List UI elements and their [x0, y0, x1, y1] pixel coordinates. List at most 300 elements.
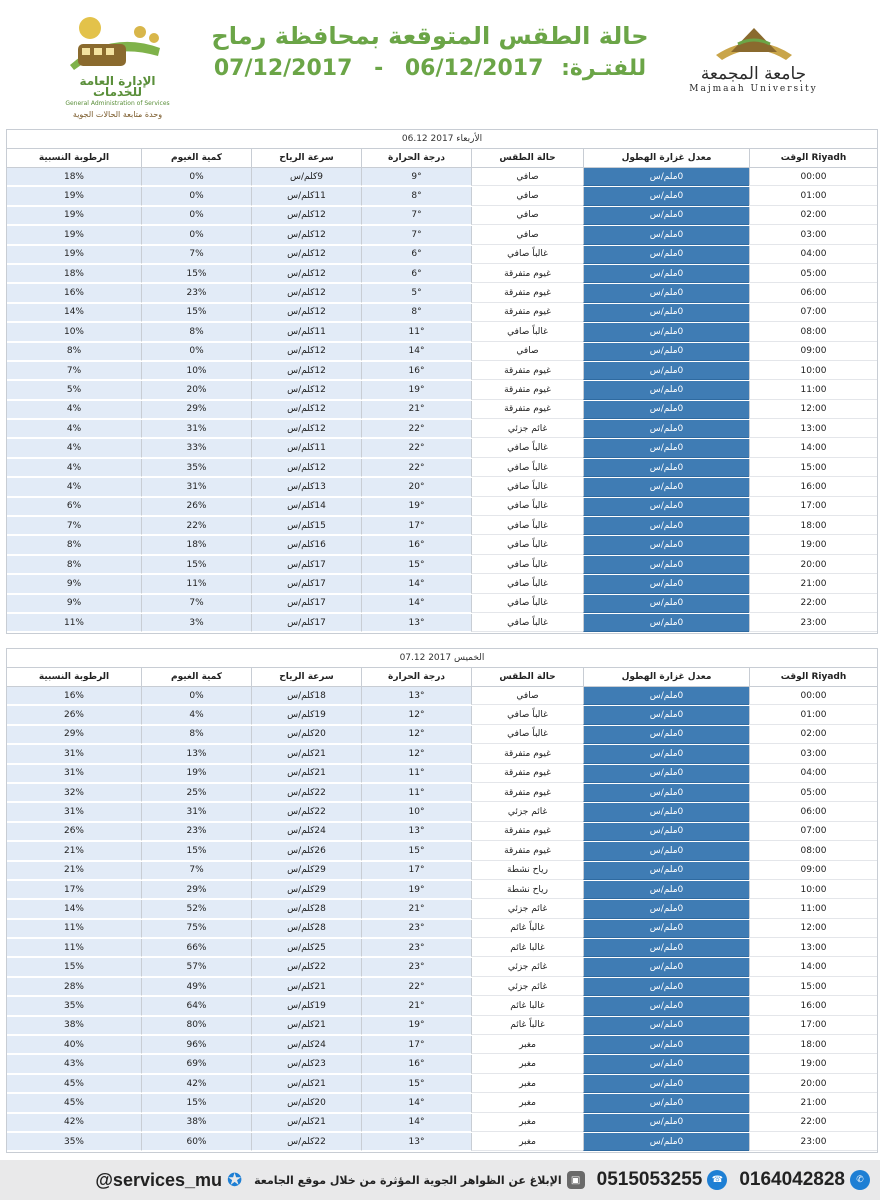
table-row [7, 706, 877, 725]
cell-rain: 0ملم/س [583, 207, 749, 225]
cell-cloud: 29% [141, 881, 251, 899]
col-condition: حالة الطقس [471, 149, 583, 167]
cell-humidity: 8% [7, 556, 141, 574]
forecast-table-day2 [6, 648, 878, 1153]
table-row [7, 1055, 877, 1074]
cell-temp: 7° [361, 226, 471, 244]
cell-humidity: 19% [7, 207, 141, 225]
table-row [7, 997, 877, 1016]
cell-rain: 0ملم/س [583, 595, 749, 613]
cell-wind: 16كلم/س [251, 536, 361, 554]
cell-time: 09:00 [749, 343, 877, 361]
cell-condition: صافي [471, 226, 583, 244]
cell-cloud: 38% [141, 1114, 251, 1132]
cell-condition: مغبر [471, 1036, 583, 1054]
table-row [7, 920, 877, 939]
col-wind: سرعة الرياح [251, 149, 361, 167]
cell-wind: 22كلم/س [251, 803, 361, 821]
cell-humidity: 31% [7, 803, 141, 821]
cell-condition: غالباً صافي [471, 706, 583, 724]
cell-humidity: 29% [7, 726, 141, 744]
cell-rain: 0ملم/س [583, 784, 749, 802]
cell-condition: غالباً صافي [471, 246, 583, 264]
cell-temp: 14° [361, 343, 471, 361]
cell-temp: 22° [361, 420, 471, 438]
cell-condition: غائم جزئي [471, 900, 583, 918]
cell-wind: 21كلم/س [251, 978, 361, 996]
table-row [7, 362, 877, 381]
cell-wind: 11كلم/س [251, 187, 361, 205]
table-row [7, 595, 877, 614]
cell-time: 16:00 [749, 997, 877, 1015]
cell-cloud: 18% [141, 536, 251, 554]
cell-temp: 16° [361, 1055, 471, 1073]
cell-rain: 0ملم/س [583, 284, 749, 302]
cell-humidity: 4% [7, 420, 141, 438]
table-row [7, 1036, 877, 1055]
cell-cloud: 49% [141, 978, 251, 996]
cell-wind: 28كلم/س [251, 900, 361, 918]
cell-condition: صافي [471, 343, 583, 361]
table-row [7, 459, 877, 478]
cell-time: 04:00 [749, 246, 877, 264]
cell-cloud: 0% [141, 687, 251, 705]
cell-rain: 0ملم/س [583, 1094, 749, 1112]
cell-wind: 21كلم/س [251, 1114, 361, 1132]
cell-wind: 21كلم/س [251, 765, 361, 783]
cell-temp: 17° [361, 862, 471, 880]
cell-wind: 12كلم/س [251, 207, 361, 225]
cell-temp: 17° [361, 1036, 471, 1054]
table-row [7, 207, 877, 226]
table-row [7, 1094, 877, 1113]
cell-wind: 12كلم/س [251, 401, 361, 419]
cell-temp: 14° [361, 575, 471, 593]
cell-time: 05:00 [749, 784, 877, 802]
cell-time: 01:00 [749, 187, 877, 205]
cell-condition: غالباً صافي [471, 726, 583, 744]
cell-temp: 6° [361, 265, 471, 283]
cell-time: 16:00 [749, 478, 877, 496]
cell-rain: 0ملم/س [583, 1017, 749, 1035]
cell-rain: 0ملم/س [583, 362, 749, 380]
cell-condition: غيوم متفرقة [471, 842, 583, 860]
cell-cloud: 52% [141, 900, 251, 918]
cell-rain: 0ملم/س [583, 304, 749, 322]
cell-wind: 20كلم/س [251, 1094, 361, 1112]
cell-rain: 0ملم/س [583, 420, 749, 438]
cell-condition: رياح نشطة [471, 862, 583, 880]
title-block [200, 22, 660, 81]
cell-humidity: 4% [7, 459, 141, 477]
cell-cloud: 25% [141, 784, 251, 802]
cell-humidity: 43% [7, 1055, 141, 1073]
table-row [7, 168, 877, 187]
cell-rain: 0ملم/س [583, 265, 749, 283]
cell-humidity: 19% [7, 187, 141, 205]
cell-wind: 29كلم/س [251, 881, 361, 899]
cell-cloud: 57% [141, 958, 251, 976]
cell-cloud: 31% [141, 803, 251, 821]
cell-rain: 0ملم/س [583, 881, 749, 899]
cell-wind: 19كلم/س [251, 706, 361, 724]
footer-twitter[interactable] [95, 1170, 242, 1191]
table-row [7, 862, 877, 881]
cell-time: 19:00 [749, 1055, 877, 1073]
cell-temp: 23° [361, 920, 471, 938]
cell-cloud: 7% [141, 862, 251, 880]
cell-temp: 21° [361, 997, 471, 1015]
footer-phone2[interactable] [597, 1169, 728, 1191]
cell-condition: مغبر [471, 1075, 583, 1093]
col-humidity: الرطوبة النسبية [38, 672, 110, 682]
cell-rain: 0ملم/س [583, 687, 749, 705]
cell-temp: 9° [361, 168, 471, 186]
cell-condition: غائم جزئي [471, 958, 583, 976]
cell-humidity: 11% [7, 920, 141, 938]
footer-bar [0, 1160, 880, 1200]
col-rain: معدل غزارة الهطول [583, 668, 749, 686]
cell-cloud: 8% [141, 726, 251, 744]
cell-humidity: 42% [7, 1114, 141, 1132]
cell-condition: غيوم متفرقة [471, 401, 583, 419]
cell-rain: 0ملم/س [583, 498, 749, 516]
table-row [7, 420, 877, 439]
cell-condition: غالباً صافي [471, 575, 583, 593]
cell-rain: 0ملم/س [583, 478, 749, 496]
table-row [7, 978, 877, 997]
table-row [7, 575, 877, 594]
cell-time: 03:00 [749, 745, 877, 763]
cell-wind: 17كلم/س [251, 575, 361, 593]
cell-temp: 8° [361, 187, 471, 205]
cell-condition: غالباً غائم [471, 920, 583, 938]
col-humidity: الرطوبة النسبية [38, 153, 110, 163]
table-row [7, 536, 877, 555]
cell-cloud: 19% [141, 765, 251, 783]
cell-condition: مغبر [471, 1094, 583, 1112]
cell-time: 17:00 [749, 498, 877, 516]
col-wind: سرعة الرياح [251, 668, 361, 686]
cell-temp: 22° [361, 978, 471, 996]
cell-condition: غيوم متفرقة [471, 745, 583, 763]
table-row [7, 939, 877, 958]
date-header: الخميس 2017 07.12 [7, 649, 877, 668]
right-logo-caption [676, 64, 831, 94]
cell-temp: 15° [361, 842, 471, 860]
cell-humidity: 35% [7, 1133, 141, 1151]
cell-humidity: 7% [7, 362, 141, 380]
cell-humidity: 28% [7, 978, 141, 996]
cell-humidity: 21% [7, 862, 141, 880]
cell-temp: 13° [361, 823, 471, 841]
cell-temp: 17° [361, 517, 471, 535]
cell-humidity: 5% [7, 381, 141, 399]
cell-humidity: 8% [7, 536, 141, 554]
table-row [7, 745, 877, 764]
cell-condition: غيوم متفرقة [471, 381, 583, 399]
cell-time: 15:00 [749, 459, 877, 477]
cell-rain: 0ملم/س [583, 1133, 749, 1151]
cell-rain: 0ملم/س [583, 401, 749, 419]
cell-condition: غالباً صافي [471, 498, 583, 516]
cell-temp: 15° [361, 556, 471, 574]
cell-time: 02:00 [749, 207, 877, 225]
cell-temp: 14° [361, 595, 471, 613]
cell-condition: غالبا غائم [471, 939, 583, 957]
cell-rain: 0ملم/س [583, 459, 749, 477]
cell-rain: 0ملم/س [583, 1055, 749, 1073]
table-row [7, 1075, 877, 1094]
cell-condition: غالباً صافي [471, 439, 583, 457]
col-time: Riyadh الوقت [749, 668, 877, 686]
cell-time: 14:00 [749, 439, 877, 457]
cell-wind: 21كلم/س [251, 1017, 361, 1035]
cell-condition: غائم جزئي [471, 978, 583, 996]
forecast-table-day1 [6, 129, 878, 634]
cell-cloud: 7% [141, 595, 251, 613]
cell-temp: 13° [361, 614, 471, 632]
cell-cloud: 31% [141, 420, 251, 438]
cell-cloud: 0% [141, 187, 251, 205]
cell-wind: 29كلم/س [251, 862, 361, 880]
cell-temp: 19° [361, 1017, 471, 1035]
column-header-row [7, 149, 877, 168]
cell-time: 15:00 [749, 978, 877, 996]
cell-cloud: 0% [141, 343, 251, 361]
cell-wind: 12كلم/س [251, 226, 361, 244]
table-row [7, 823, 877, 842]
date-to: 07/12/2017 [213, 56, 353, 81]
table-body [7, 168, 877, 633]
cell-rain: 0ملم/س [583, 997, 749, 1015]
cell-rain: 0ملم/س [583, 614, 749, 632]
table-row [7, 343, 877, 362]
cell-wind: 17كلم/س [251, 556, 361, 574]
cell-humidity: 9% [7, 575, 141, 593]
table-row [7, 439, 877, 458]
cell-cloud: 0% [141, 168, 251, 186]
cell-rain: 0ملم/س [583, 862, 749, 880]
cell-humidity: 26% [7, 823, 141, 841]
cell-cloud: 0% [141, 226, 251, 244]
cell-temp: 20° [361, 478, 471, 496]
table-row [7, 478, 877, 497]
cell-time: 17:00 [749, 1017, 877, 1035]
left-logo-title: الإدارة العامة للخدمات [79, 74, 156, 99]
cell-temp: 11° [361, 765, 471, 783]
cell-wind: 12كلم/س [251, 343, 361, 361]
cell-time: 06:00 [749, 803, 877, 821]
cell-cloud: 96% [141, 1036, 251, 1054]
cell-rain: 0ملم/س [583, 803, 749, 821]
cell-humidity: 14% [7, 304, 141, 322]
cell-condition: غيوم متفرقة [471, 784, 583, 802]
cell-rain: 0ملم/س [583, 706, 749, 724]
cell-condition: غالباً صافي [471, 614, 583, 632]
footer-report[interactable] [254, 1171, 585, 1189]
table-row [7, 1017, 877, 1036]
cell-rain: 0ملم/س [583, 939, 749, 957]
cell-time: 21:00 [749, 1094, 877, 1112]
cell-time: 22:00 [749, 1114, 877, 1132]
cell-condition: مغبر [471, 1133, 583, 1151]
table-row [7, 842, 877, 861]
cell-temp: 22° [361, 459, 471, 477]
cell-wind: 12كلم/س [251, 246, 361, 264]
twitter-handle: @services_mu [95, 1169, 223, 1190]
cell-cloud: 60% [141, 1133, 251, 1151]
cell-condition: صافي [471, 187, 583, 205]
cell-condition: غيوم متفرقة [471, 284, 583, 302]
cell-temp: 8° [361, 304, 471, 322]
col-cloud: كمية الغيوم [141, 149, 251, 167]
cell-wind: 21كلم/س [251, 1075, 361, 1093]
cell-temp: 19° [361, 881, 471, 899]
cell-time: 09:00 [749, 862, 877, 880]
cell-condition: غالباً صافي [471, 595, 583, 613]
cell-rain: 0ملم/س [583, 226, 749, 244]
cell-time: 14:00 [749, 958, 877, 976]
cell-condition: صافي [471, 687, 583, 705]
cell-condition: غيوم متفرقة [471, 765, 583, 783]
cell-time: 00:00 [749, 168, 877, 186]
cell-humidity: 16% [7, 284, 141, 302]
table-row [7, 187, 877, 206]
cell-rain: 0ملم/س [583, 536, 749, 554]
cell-wind: 18كلم/س [251, 687, 361, 705]
cell-humidity: 18% [7, 265, 141, 283]
cell-condition: غالباً صافي [471, 517, 583, 535]
right-logo-ar: جامعة المجمعة [700, 64, 807, 84]
cell-temp: 13° [361, 1133, 471, 1151]
cell-wind: 24كلم/س [251, 823, 361, 841]
cell-wind: 28كلم/س [251, 920, 361, 938]
cell-rain: 0ملم/س [583, 575, 749, 593]
table-body [7, 687, 877, 1152]
cell-time: 05:00 [749, 265, 877, 283]
cell-time: 23:00 [749, 1133, 877, 1151]
cell-temp: 11° [361, 784, 471, 802]
cell-rain: 0ملم/س [583, 900, 749, 918]
cell-condition: غيوم متفرقة [471, 823, 583, 841]
cell-condition: غالباً صافي [471, 478, 583, 496]
cell-temp: 12° [361, 745, 471, 763]
cell-rain: 0ملم/س [583, 978, 749, 996]
cell-cloud: 15% [141, 304, 251, 322]
cell-humidity: 18% [7, 168, 141, 186]
cell-condition: غيوم متفرقة [471, 265, 583, 283]
cell-cloud: 33% [141, 439, 251, 457]
table-row [7, 803, 877, 822]
cell-time: 02:00 [749, 726, 877, 744]
cell-temp: 22° [361, 439, 471, 457]
phone2-text: 0515053255 [596, 1169, 703, 1190]
cell-humidity: 15% [7, 958, 141, 976]
cell-time: 07:00 [749, 823, 877, 841]
cell-wind: 24كلم/س [251, 1036, 361, 1054]
cell-wind: 11كلم/س [251, 439, 361, 457]
table-row [7, 284, 877, 303]
period-label: للفتـرة: [561, 56, 647, 81]
cell-cloud: 26% [141, 498, 251, 516]
date-header: الأربعاء 2017 06.12 [7, 130, 877, 149]
cell-humidity: 19% [7, 226, 141, 244]
cell-time: 06:00 [749, 284, 877, 302]
cell-wind: 21كلم/س [251, 745, 361, 763]
cell-temp: 21° [361, 900, 471, 918]
table-row [7, 304, 877, 323]
cell-temp: 6° [361, 246, 471, 264]
phone-icon: ✆ [850, 1170, 870, 1190]
cell-cloud: 31% [141, 478, 251, 496]
cell-humidity: 35% [7, 997, 141, 1015]
cell-temp: 13° [361, 687, 471, 705]
cell-cloud: 15% [141, 842, 251, 860]
cell-temp: 16° [361, 362, 471, 380]
footer-phone1[interactable] [739, 1169, 870, 1191]
cell-wind: 19كلم/س [251, 997, 361, 1015]
column-header-row [7, 668, 877, 687]
cell-wind: 12كلم/س [251, 381, 361, 399]
cell-temp: 7° [361, 207, 471, 225]
whatsapp-icon: ☎ [707, 1170, 727, 1190]
cell-condition: غالباً غائم [471, 1017, 583, 1035]
cell-condition: غائم جزئي [471, 420, 583, 438]
cell-humidity: 21% [7, 842, 141, 860]
table-row [7, 246, 877, 265]
cell-humidity: 31% [7, 745, 141, 763]
cell-time: 11:00 [749, 900, 877, 918]
cell-rain: 0ملم/س [583, 246, 749, 264]
cell-time: 08:00 [749, 323, 877, 341]
cell-temp: 23° [361, 939, 471, 957]
col-time: Riyadh الوقت [749, 149, 877, 167]
cell-humidity: 7% [7, 517, 141, 535]
cell-condition: مغبر [471, 1114, 583, 1132]
cell-cloud: 69% [141, 1055, 251, 1073]
cell-time: 21:00 [749, 575, 877, 593]
cell-humidity: 11% [7, 614, 141, 632]
cell-cloud: 4% [141, 706, 251, 724]
report-text: الإبلاغ عن الظواهر الجوية المؤثرة من خلال موقع الجامعة [254, 1173, 562, 1187]
cell-humidity: 8% [7, 343, 141, 361]
cell-time: 13:00 [749, 939, 877, 957]
cell-time: 00:00 [749, 687, 877, 705]
cell-time: 11:00 [749, 381, 877, 399]
cell-rain: 0ملم/س [583, 381, 749, 399]
cell-time: 10:00 [749, 881, 877, 899]
cell-temp: 19° [361, 498, 471, 516]
cell-cloud: 7% [141, 246, 251, 264]
cell-cloud: 42% [141, 1075, 251, 1093]
cell-rain: 0ملم/س [583, 842, 749, 860]
cell-time: 18:00 [749, 1036, 877, 1054]
cell-humidity: 11% [7, 939, 141, 957]
cell-condition: غائم جزئي [471, 803, 583, 821]
table-row [7, 726, 877, 745]
cell-cloud: 66% [141, 939, 251, 957]
cell-cloud: 11% [141, 575, 251, 593]
left-logo-caption [55, 76, 180, 120]
cell-condition: صافي [471, 207, 583, 225]
twitter-icon: ✪ [227, 1169, 243, 1191]
cell-wind: 12كلم/س [251, 284, 361, 302]
date-from: 06/12/2017 [404, 56, 544, 81]
cell-cloud: 20% [141, 381, 251, 399]
cell-condition: غالباً صافي [471, 323, 583, 341]
cell-wind: 12كلم/س [251, 420, 361, 438]
